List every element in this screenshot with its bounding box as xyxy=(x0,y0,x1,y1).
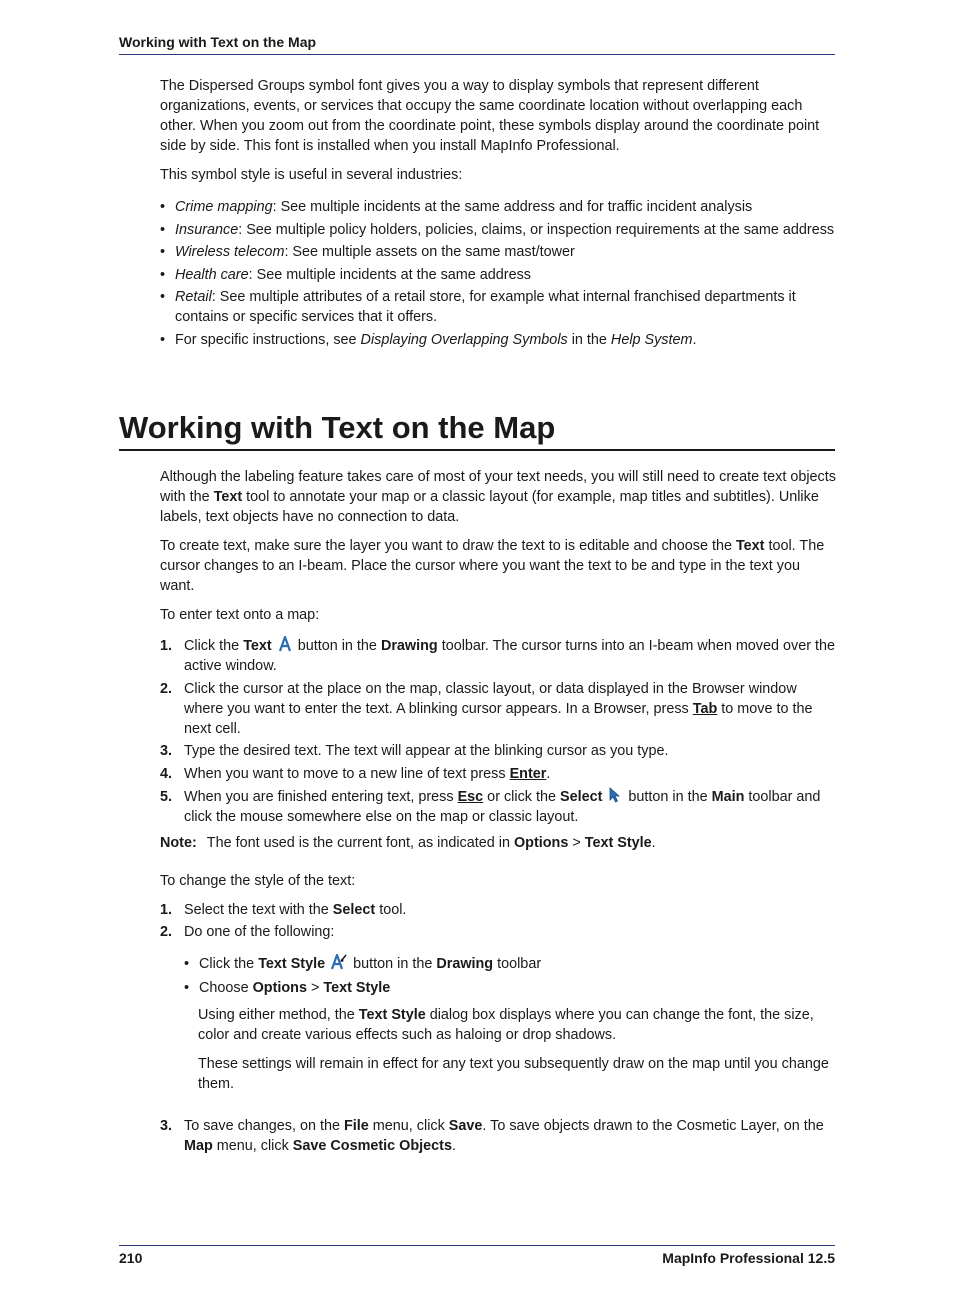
list-item: • For specific instructions, see Displaying Overlapping Symbols in the Help System. xyxy=(160,330,836,350)
text-tool-icon xyxy=(278,636,292,652)
change-style-steps xyxy=(160,900,836,1157)
sub-options xyxy=(184,954,836,1094)
page-footer xyxy=(119,1245,835,1266)
enter-text-steps xyxy=(160,636,836,827)
step-item: 3. Type the desired text. The text will appear at the blinking cursor as you type. xyxy=(160,743,669,759)
text-style-icon xyxy=(331,954,347,970)
intro-paragraph-2: This symbol style is useful in several industries: xyxy=(160,167,463,183)
sub-paragraph: Using either method, the Text Style dialog box displays where you can change the font, the size, color and create various effects such as haloing or drop shadows. xyxy=(198,1007,814,1043)
sub-paragraph: These settings will remain in effect for any text you subsequently draw on the map until you change them. xyxy=(198,1056,829,1092)
list-item: • Crime mapping: See multiple incidents at the same address and for traffic incident analysis xyxy=(160,197,836,217)
list-item: • Health care: See multiple incidents at the same address xyxy=(160,265,836,285)
intro-paragraph: The Dispersed Groups symbol font gives you a way to display symbols that represent different organizations, events, or services that occupy the same coordinate location without overlapping each other. When you zoom out from the coordinate point, these symbols display around the coordinate point side by side. This font is installed when you install MapInfo Professional. xyxy=(160,78,820,154)
list-item: • Wireless telecom: See multiple assets on the same mast/tower xyxy=(160,242,836,262)
list-item: • Insurance: See multiple policy holders, policies, claims, or inspection requirements at the same address xyxy=(160,220,836,240)
industry-list xyxy=(160,197,836,350)
text-section xyxy=(160,467,836,1159)
select-arrow-icon xyxy=(608,787,622,803)
section-paragraph: To create text, make sure the layer you want to draw the text to is editable and choose the Text tool. The cursor changes to an I-beam. Place the cursor where you want the text to be and type in the text you want. xyxy=(160,538,825,594)
section-title: Working with Text on the Map xyxy=(119,408,835,451)
running-header: Working with Text on the Map xyxy=(119,34,835,55)
note: Note: The font used is the current font, as indicated in Options > Text Style. xyxy=(160,834,656,851)
procedure-intro: To change the style of the text: xyxy=(160,872,356,889)
procedure-intro: To enter text onto a map: xyxy=(160,607,320,623)
product-name: MapInfo Professional 12.5 xyxy=(662,1250,835,1266)
step-item: 1. Select the text with the Select tool. xyxy=(160,901,407,918)
list-item: • Choose Options > Text Style xyxy=(184,978,836,998)
intro-section xyxy=(160,76,836,352)
step-item: 4. When you want to move to a new line of text press Enter. xyxy=(160,765,551,782)
list-item: • Retail: See multiple attributes of a retail store, for example what internal franchised departments it contains or specific services that it offers. xyxy=(160,287,836,327)
page-number: 210 xyxy=(119,1250,143,1266)
step-item: 1. Click the Text button in the Drawing toolbar. The cursor turns into an I-beam when moved over the active window. xyxy=(160,638,836,674)
section-paragraph: Although the labeling feature takes care of most of your text needs, you will still need to create text objects with the Text tool to annotate your map or a classic layout (for example, map titles and subtitles). Unlike labels, text objects have no connection to data. xyxy=(160,469,836,525)
step-item: 5. When you are finished entering text, press Esc or click the Select button in the Main toolbar and click the mouse somewhere else on the map or classic layout. xyxy=(160,788,821,825)
list-item: • Click the Text Style button in the Drawing toolbar xyxy=(184,954,836,974)
step-item: 2. Do one of the following: • Click the Text Style button in the Drawing toolbar • Choose Options > Text Style Using either method, the Text Style dialog box displays where you can change the font, the size, color and create various effects such as haloing or drop shadows. These settings will remain in effect for any text you subsequently draw on the map until you change them. xyxy=(160,922,836,1094)
step-item: 2. Click the cursor at the place on the map, classic layout, or data displayed in the Browser window where you want to enter the text. A blinking cursor appears. In a Browser, press Tab to move to the next cell. xyxy=(160,680,813,737)
option-list xyxy=(184,954,836,998)
step-item: 3. To save changes, on the File menu, click Save. To save objects drawn to the Cosmetic Layer, on the Map menu, click Save Cosmetic Objects. xyxy=(160,1118,824,1154)
